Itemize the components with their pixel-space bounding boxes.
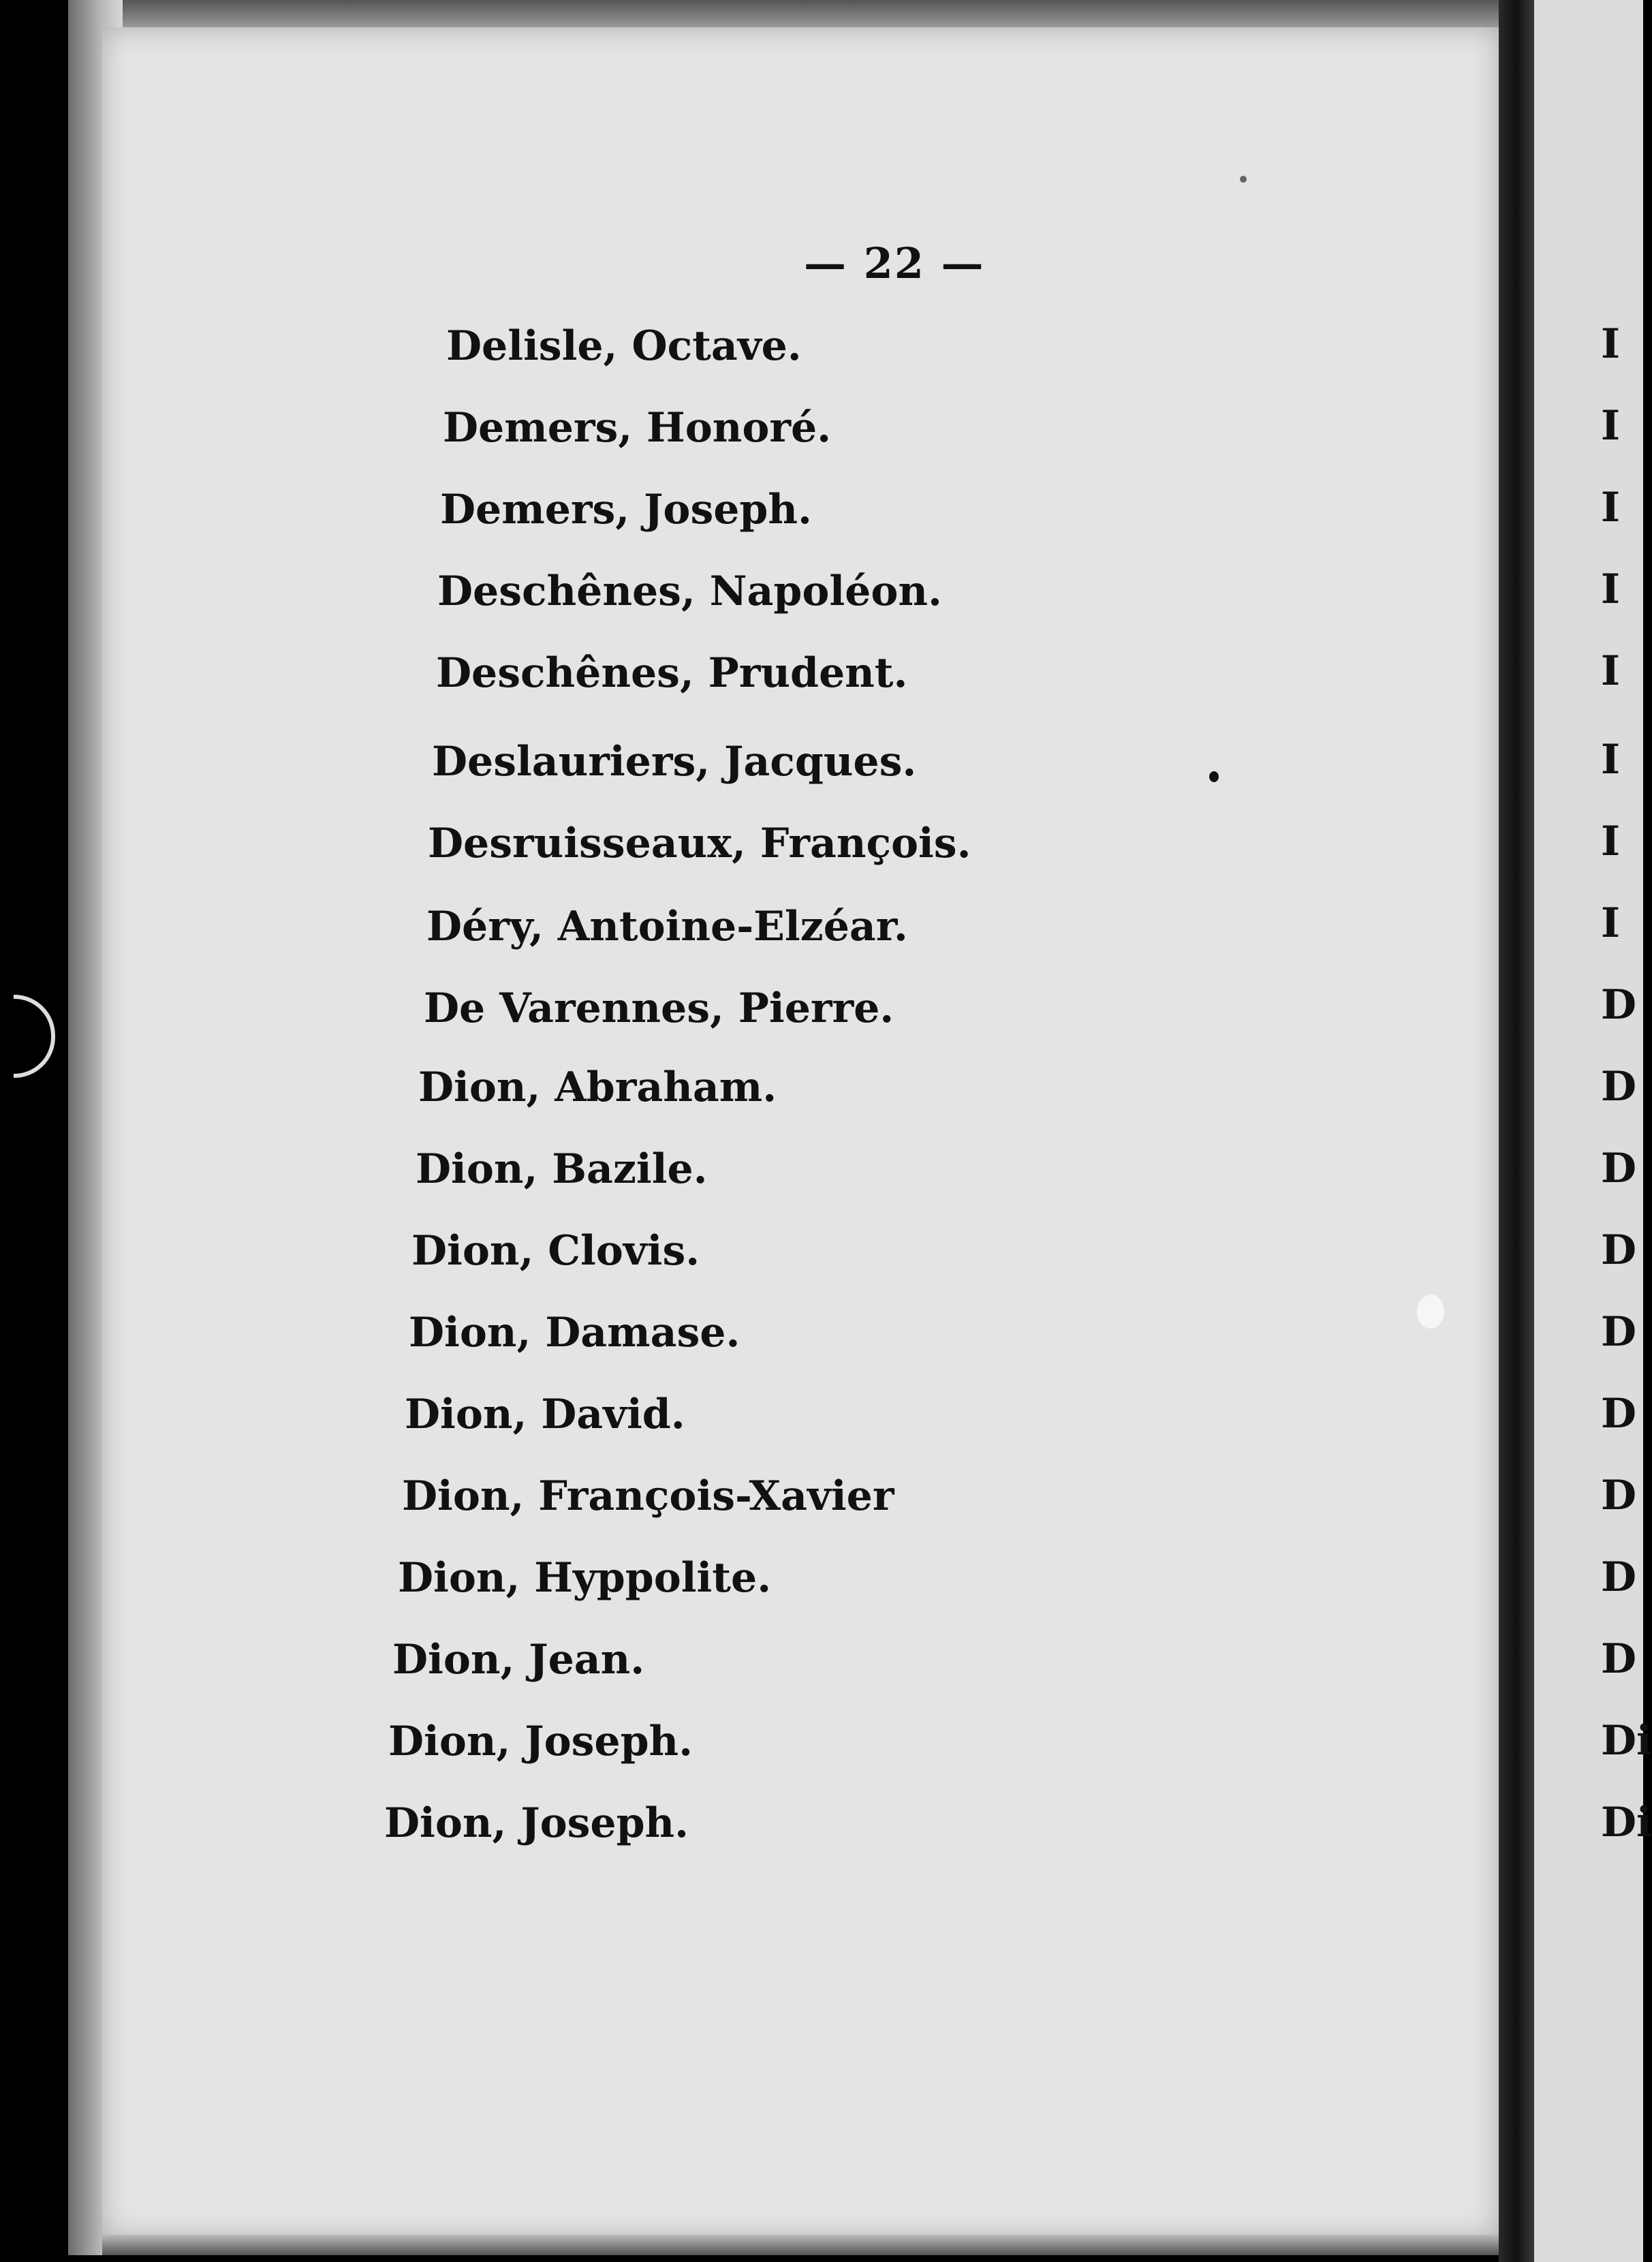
list-item: Deschênes, Prudent. bbox=[436, 649, 908, 697]
list-item: Dion, Joseph. bbox=[384, 1799, 689, 1847]
adjacent-fragment: D bbox=[1601, 1145, 1637, 1192]
scan-blemish bbox=[14, 995, 55, 1078]
adjacent-fragment: Di bbox=[1601, 1799, 1652, 1846]
page-number: — 22 — bbox=[804, 238, 985, 288]
list-item: Dion, Bazile. bbox=[416, 1145, 708, 1193]
adjacent-fragment: I bbox=[1601, 484, 1621, 531]
list-item: Dion, David. bbox=[405, 1391, 685, 1438]
adjacent-page bbox=[1534, 0, 1643, 2262]
adjacent-fragment: D bbox=[1601, 1308, 1637, 1356]
list-item: Dion, Jean. bbox=[392, 1636, 645, 1684]
ink-speck bbox=[1240, 176, 1247, 183]
adjacent-fragment: D bbox=[1601, 1390, 1637, 1438]
list-item: Deslauriers, Jacques. bbox=[432, 738, 917, 786]
list-item: Deschênes, Napoléon. bbox=[437, 568, 942, 615]
adjacent-fragment: I bbox=[1601, 818, 1621, 865]
list-item: De Varennes, Pierre. bbox=[424, 985, 894, 1032]
adjacent-fragment: D bbox=[1601, 1472, 1637, 1519]
adjacent-fragment: I bbox=[1601, 320, 1621, 368]
list-item: Dion, Joseph. bbox=[388, 1718, 693, 1765]
adjacent-fragment: I bbox=[1601, 566, 1621, 613]
list-item: Dion, Damase. bbox=[409, 1309, 741, 1357]
page-top-edge bbox=[68, 0, 1512, 27]
adjacent-fragment: Di bbox=[1601, 1717, 1652, 1765]
list-item: Demers, Honoré. bbox=[443, 404, 832, 452]
list-item: Dion, François-Xavier bbox=[402, 1472, 894, 1520]
adjacent-fragment: D bbox=[1601, 981, 1637, 1029]
list-item: Desruisseaux, François. bbox=[428, 820, 971, 867]
list-item: Dion, Hyppolite. bbox=[398, 1554, 772, 1602]
ink-speck bbox=[1209, 771, 1219, 782]
book-spine bbox=[1499, 0, 1534, 2262]
list-item: Déry, Antoine-Elzéar. bbox=[426, 903, 908, 950]
adjacent-fragment: I bbox=[1601, 899, 1621, 947]
adjacent-fragment: D bbox=[1601, 1063, 1637, 1111]
adjacent-fragment: D bbox=[1601, 1553, 1637, 1601]
list-item: Delisle, Octave. bbox=[446, 322, 802, 370]
adjacent-fragment: I bbox=[1601, 402, 1621, 450]
adjacent-fragment: I bbox=[1601, 647, 1621, 695]
adjacent-fragment: I bbox=[1601, 736, 1621, 784]
page-bottom-edge bbox=[102, 2235, 1519, 2255]
adjacent-fragment: D bbox=[1601, 1635, 1637, 1683]
list-item: Dion, Clovis. bbox=[411, 1227, 700, 1275]
list-item: Demers, Joseph. bbox=[440, 486, 812, 533]
list-item: Dion, Abraham. bbox=[418, 1064, 777, 1111]
scan-blemish bbox=[1417, 1295, 1444, 1329]
adjacent-fragment: D bbox=[1601, 1226, 1637, 1274]
